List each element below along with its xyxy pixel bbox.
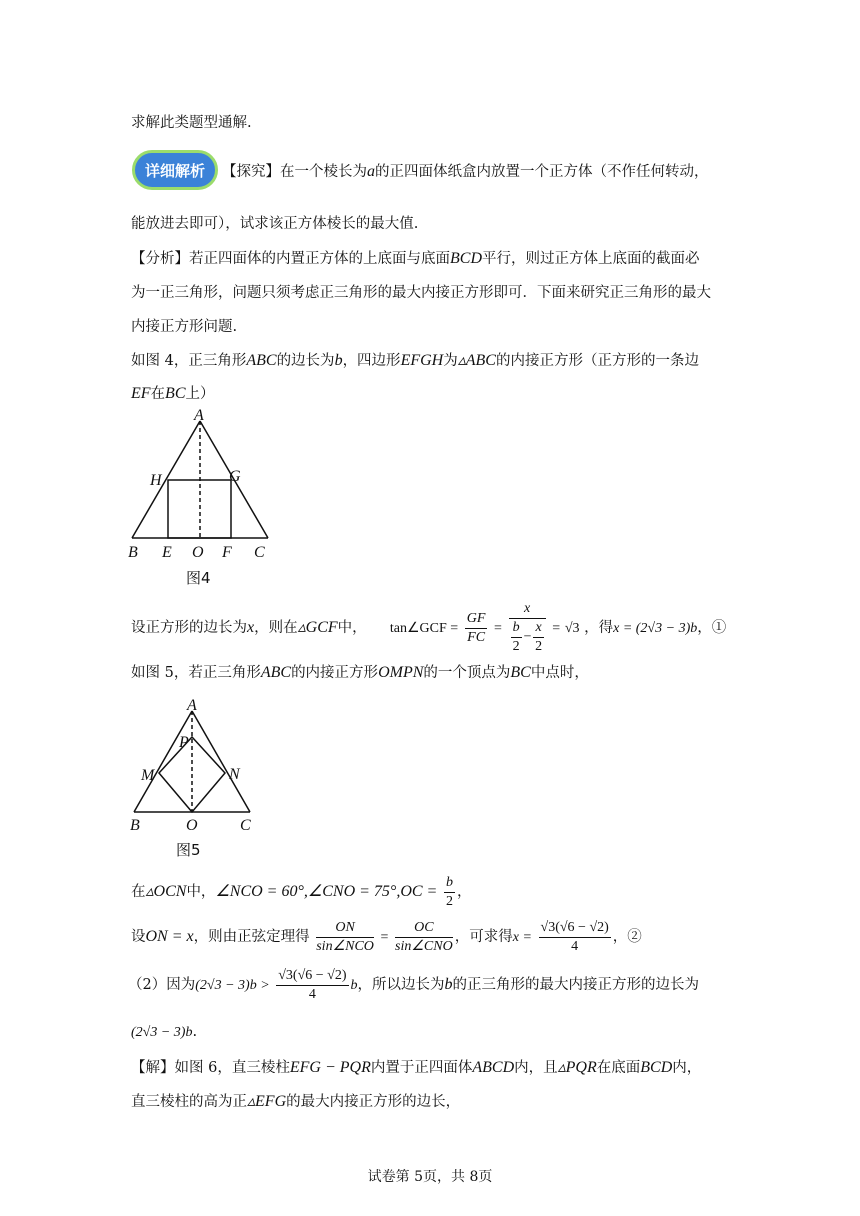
t: 中， <box>186 884 216 900</box>
t: ，② <box>612 929 642 945</box>
analysis-l1b: 平行，则过正方体上底面的截面必 <box>482 251 700 267</box>
var-abcd: ABCD <box>472 1059 515 1076</box>
den: 2 <box>512 639 520 654</box>
var-bcd: BCD <box>640 1059 673 1076</box>
result-1: x = (2√3 − 3)b <box>613 621 698 636</box>
frac-gf-fc <box>465 610 488 647</box>
t: 的内接正方形 <box>291 665 379 681</box>
figure-5-caption: 图5 <box>176 841 201 859</box>
tan-expr: tan∠GCF = <box>389 621 459 636</box>
var-tri-gcf: ▵GCF <box>297 619 338 636</box>
den: FC <box>467 629 486 645</box>
t: 内，且 <box>514 1060 558 1076</box>
t: ，可求得 <box>454 929 513 945</box>
label-b: B <box>130 817 140 834</box>
sqrt3: √3 <box>564 621 580 636</box>
frac-b2 <box>511 619 522 656</box>
var-x: x <box>247 619 255 636</box>
minus: − <box>523 629 532 645</box>
t: 设 <box>131 929 146 945</box>
var-prism: EFG − PQR <box>289 1059 371 1076</box>
figure-4 <box>124 405 284 590</box>
analysis-line-1 <box>131 249 700 269</box>
explore-tail: 的正四面体纸盒内放置一个正方体（不作任何转动， <box>375 164 709 180</box>
explore-line-1 <box>222 162 709 182</box>
var-tri-ocn: ▵OCN <box>145 883 187 900</box>
t: 内置于正四面体 <box>370 1060 473 1076</box>
t: 中点时， <box>530 665 589 681</box>
frac-on <box>316 919 374 956</box>
lhs: (2√3 − 3)b > <box>195 978 270 993</box>
t: 为 <box>443 353 458 369</box>
frac-b2 <box>444 874 455 911</box>
var-tri-abc: ▵ABC <box>457 352 496 369</box>
var-b: b <box>334 352 343 369</box>
solution-line-1 <box>131 1058 701 1078</box>
label-e: E <box>162 544 172 561</box>
var-b: b <box>350 978 358 993</box>
var-bc: BC <box>510 664 531 681</box>
num: b <box>444 874 455 893</box>
fig4-desc-2 <box>131 384 215 404</box>
x-eq: x = <box>512 930 532 945</box>
num: ON <box>316 919 374 938</box>
frac-result-2 <box>539 919 611 956</box>
side-ab <box>134 711 192 812</box>
t: ，得 <box>584 620 614 636</box>
var-bcd: BCD <box>450 250 482 267</box>
t: 直三棱柱的高为正 <box>131 1094 247 1110</box>
compare-line <box>128 962 699 1009</box>
den: 4 <box>308 986 316 1002</box>
analysis-line-3: 内接正方形问题. <box>131 319 238 335</box>
num: x <box>509 600 546 619</box>
den <box>509 619 546 656</box>
t: 的最大内接正方形的边长， <box>286 1094 461 1110</box>
t: 如图 4，正三角形 <box>131 353 247 369</box>
t: 在 <box>131 884 146 900</box>
num: √3(√6 − √2) <box>276 967 348 986</box>
compare-result <box>131 1022 197 1043</box>
var-ef: EF <box>131 385 151 402</box>
figure-5 <box>126 695 266 865</box>
label-n: N <box>229 766 240 783</box>
label-o: O <box>192 544 204 561</box>
num: x <box>533 619 543 638</box>
t: 中， <box>337 620 367 636</box>
t: 在 <box>150 386 166 402</box>
label-m: M <box>141 767 155 784</box>
label-a: A <box>187 697 197 714</box>
t: 的边长为 <box>276 353 335 369</box>
t: ，则由正弦定理得 <box>193 929 310 945</box>
t: ，四边形 <box>342 353 401 369</box>
var-efgh: EFGH <box>400 352 444 369</box>
var-abc: ABC <box>246 352 277 369</box>
explore-line-2: 能放进去即可），试求该正方体棱长的最大值. <box>131 216 419 232</box>
analysis-line-2: 为一正三角形，问题只须考虑正三角形的最大内接正方形即可．下面来研究正三角形的最大 <box>131 285 711 301</box>
t: 的一个顶点为 <box>423 665 511 681</box>
den: 2 <box>535 639 543 654</box>
num: OC <box>395 919 453 938</box>
result-final: (2√3 − 3)b <box>131 1025 193 1040</box>
frac-x2 <box>533 619 543 656</box>
eq: = <box>494 621 502 636</box>
t: 的内接正方形（正方形的一条边 <box>495 353 699 369</box>
explore-head: 【探究】在一个棱长为 <box>222 164 367 180</box>
solution-line-2 <box>131 1092 460 1112</box>
t: 在底面 <box>596 1060 641 1076</box>
t: 设正方形的边长为 <box>131 620 247 636</box>
var-bc: BC <box>165 385 186 402</box>
den: 2 <box>445 893 453 909</box>
label-h: H <box>150 472 162 489</box>
label-f: F <box>222 544 232 561</box>
side-ac <box>192 711 250 812</box>
on-eq-x: ON = x <box>145 928 194 945</box>
label-c: C <box>254 544 265 561</box>
frac-oc <box>395 919 453 956</box>
eq1-line <box>131 600 726 656</box>
label-a: A <box>194 407 204 424</box>
figure-4-caption: 图4 <box>186 569 211 587</box>
frac-compare <box>276 967 348 1004</box>
t: ，① <box>697 620 727 636</box>
frac-x-over <box>509 600 546 656</box>
t: 上） <box>185 386 215 402</box>
num: b <box>511 619 522 638</box>
var-abc: ABC <box>260 664 292 681</box>
intro-text: 求解此类题型通解. <box>131 115 252 131</box>
t: 内， <box>672 1060 702 1076</box>
num: √3(√6 − √2) <box>539 919 611 938</box>
den: sin∠NCO <box>316 938 374 954</box>
var-tri-efg: ▵EFG <box>247 1093 287 1110</box>
t: ，所以边长为 <box>357 977 445 993</box>
analysis-l1a: 【分析】若正四面体的内置正方体的上底面与底面 <box>131 251 450 267</box>
num: GF <box>465 610 488 629</box>
eq: = <box>552 621 561 636</box>
t: 【解】如图 6，直三棱柱 <box>131 1060 290 1076</box>
label-b: B <box>128 544 138 561</box>
eq: = <box>380 930 389 945</box>
fig4-desc-1 <box>131 351 699 371</box>
t: ， <box>456 884 472 900</box>
var-b: b <box>444 976 453 993</box>
detailed-analysis-badge: 详细解析 <box>132 150 218 190</box>
label-p: P <box>179 734 189 751</box>
den: sin∠CNO <box>395 938 453 954</box>
label-c: C <box>240 817 251 834</box>
t: （2）因为 <box>128 977 196 993</box>
page-footer: 试卷第 5页，共 8页 <box>367 1169 493 1185</box>
fig5-desc <box>131 663 589 683</box>
t: 的正三角形的最大内接正方形的边长为 <box>452 977 700 993</box>
angles: ∠NCO = 60°,∠CNO = 75°,OC = <box>215 883 438 900</box>
t: ，则在 <box>254 620 298 636</box>
ocn-line <box>131 870 471 914</box>
label-g: G <box>229 468 241 485</box>
var-ompn: OMPN <box>378 664 424 681</box>
var-a: a <box>367 163 375 180</box>
sine-line <box>131 914 642 961</box>
t: . <box>192 1024 198 1040</box>
den: 4 <box>571 938 579 954</box>
var-tri-pqr: ▵PQR <box>557 1059 597 1076</box>
label-o: O <box>186 817 198 834</box>
t: 如图 5，若正三角形 <box>131 665 261 681</box>
